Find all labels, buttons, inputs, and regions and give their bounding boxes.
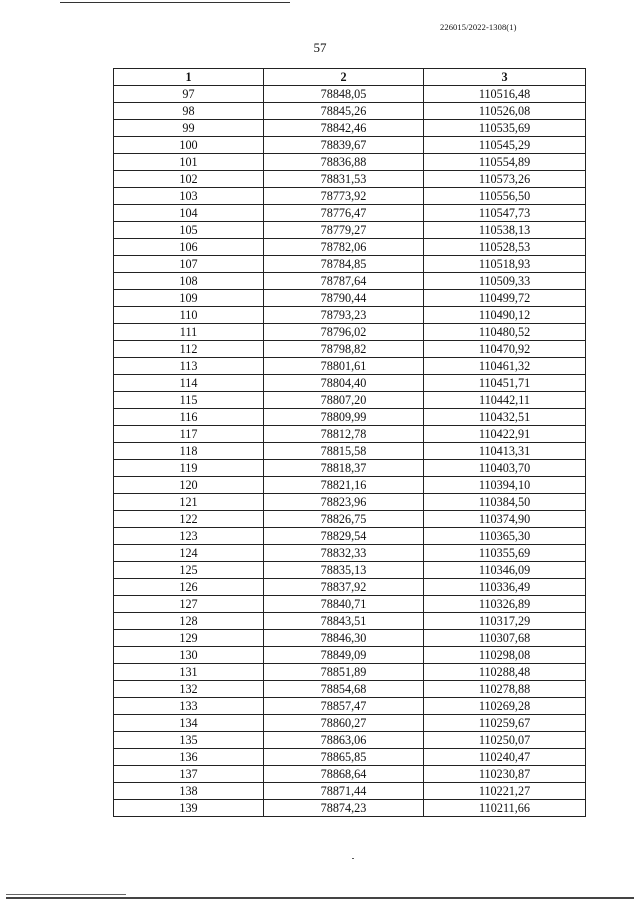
x-coordinate-cell: 78829,54 [264,528,424,545]
x-coordinate-cell: 78779,27 [264,222,424,239]
table-row [114,783,586,800]
point-number-cell: 116 [114,409,264,426]
document-id: 226015/2022-1308(1) [440,22,517,32]
table-row [114,222,586,239]
y-coordinate-cell: 110403,70 [424,460,586,477]
table-row [114,443,586,460]
y-coordinate-cell: 110470,92 [424,341,586,358]
table-row [114,358,586,375]
y-coordinate-cell: 110573,26 [424,171,586,188]
table-row [114,613,586,630]
point-number-cell: 98 [114,103,264,120]
y-coordinate-cell: 110269,28 [424,698,586,715]
y-coordinate-cell: 110346,09 [424,562,586,579]
point-number-cell: 97 [114,86,264,103]
point-number-cell: 128 [114,613,264,630]
point-number-cell: 136 [114,749,264,766]
table-row [114,732,586,749]
y-coordinate-cell: 110230,87 [424,766,586,783]
x-coordinate-cell: 78812,78 [264,426,424,443]
x-coordinate-cell: 78868,64 [264,766,424,783]
y-coordinate-cell: 110336,49 [424,579,586,596]
y-coordinate-cell: 110547,73 [424,205,586,222]
point-number-cell: 123 [114,528,264,545]
y-coordinate-cell: 110526,08 [424,103,586,120]
x-coordinate-cell: 78837,92 [264,579,424,596]
point-number-cell: 118 [114,443,264,460]
table-row [114,579,586,596]
table-row [114,409,586,426]
point-number-cell: 129 [114,630,264,647]
y-coordinate-cell: 110422,91 [424,426,586,443]
table-row [114,426,586,443]
point-number-cell: 107 [114,256,264,273]
x-coordinate-cell: 78849,09 [264,647,424,664]
x-coordinate-cell: 78871,44 [264,783,424,800]
x-coordinate-cell: 78832,33 [264,545,424,562]
table-row [114,562,586,579]
y-coordinate-cell: 110221,27 [424,783,586,800]
point-number-cell: 127 [114,596,264,613]
point-number-cell: 114 [114,375,264,392]
x-coordinate-cell: 78857,47 [264,698,424,715]
bottom-rule [6,897,634,899]
x-coordinate-cell: 78846,30 [264,630,424,647]
table-row [114,681,586,698]
y-coordinate-cell: 110442,11 [424,392,586,409]
x-coordinate-cell: 78796,02 [264,324,424,341]
y-coordinate-cell: 110259,67 [424,715,586,732]
x-coordinate-cell: 78851,89 [264,664,424,681]
y-coordinate-cell: 110365,30 [424,528,586,545]
table-row [114,630,586,647]
y-coordinate-cell: 110278,88 [424,681,586,698]
y-coordinate-cell: 110432,51 [424,409,586,426]
y-coordinate-cell: 110384,50 [424,494,586,511]
point-number-cell: 124 [114,545,264,562]
table-body [114,86,586,817]
x-coordinate-cell: 78835,13 [264,562,424,579]
x-coordinate-cell: 78804,40 [264,375,424,392]
top-rule [60,2,290,3]
point-number-cell: 115 [114,392,264,409]
table-row [114,171,586,188]
table-row [114,103,586,120]
point-number-cell: 103 [114,188,264,205]
table-row [114,341,586,358]
x-coordinate-cell: 78776,47 [264,205,424,222]
x-coordinate-cell: 78848,05 [264,86,424,103]
x-coordinate-cell: 78826,75 [264,511,424,528]
point-number-cell: 131 [114,664,264,681]
point-number-cell: 106 [114,239,264,256]
table-row [114,511,586,528]
y-coordinate-cell: 110538,13 [424,222,586,239]
table-row [114,749,586,766]
point-number-cell: 132 [114,681,264,698]
point-number-cell: 113 [114,358,264,375]
y-coordinate-cell: 110480,52 [424,324,586,341]
y-coordinate-cell: 110490,12 [424,307,586,324]
y-coordinate-cell: 110307,68 [424,630,586,647]
point-number-cell: 99 [114,120,264,137]
table-row [114,256,586,273]
point-number-cell: 133 [114,698,264,715]
x-coordinate-cell: 78831,53 [264,171,424,188]
x-coordinate-cell: 78793,23 [264,307,424,324]
point-number-cell: 110 [114,307,264,324]
y-coordinate-cell: 110355,69 [424,545,586,562]
point-number-cell: 139 [114,800,264,817]
table-row [114,800,586,817]
y-coordinate-cell: 110451,71 [424,375,586,392]
y-coordinate-cell: 110516,48 [424,86,586,103]
table-row [114,664,586,681]
y-coordinate-cell: 110317,29 [424,613,586,630]
y-coordinate-cell: 110518,93 [424,256,586,273]
point-number-cell: 134 [114,715,264,732]
x-coordinate-cell: 78839,67 [264,137,424,154]
x-coordinate-cell: 78843,51 [264,613,424,630]
table-row [114,647,586,664]
y-coordinate-cell: 110499,72 [424,290,586,307]
point-number-cell: 111 [114,324,264,341]
point-number-cell: 125 [114,562,264,579]
x-coordinate-cell: 78784,85 [264,256,424,273]
y-coordinate-cell: 110556,50 [424,188,586,205]
column-header-1: 1 [114,69,264,86]
page-number: 57 [313,40,327,55]
y-coordinate-cell: 110554,89 [424,154,586,171]
point-number-cell: 120 [114,477,264,494]
x-coordinate-cell: 78845,26 [264,103,424,120]
point-number-cell: 102 [114,171,264,188]
point-number-cell: 108 [114,273,264,290]
table-row [114,375,586,392]
table-row [114,477,586,494]
x-coordinate-cell: 78809,99 [264,409,424,426]
y-coordinate-cell: 110374,90 [424,511,586,528]
x-coordinate-cell: 78842,46 [264,120,424,137]
column-header-3: 3 [424,69,586,86]
point-number-cell: 122 [114,511,264,528]
y-coordinate-cell: 110535,69 [424,120,586,137]
table-row [114,392,586,409]
x-coordinate-cell: 78798,82 [264,341,424,358]
table-row [114,239,586,256]
point-number-cell: 112 [114,341,264,358]
table-header-row [114,69,586,86]
x-coordinate-cell: 78865,85 [264,749,424,766]
x-coordinate-cell: 78807,20 [264,392,424,409]
point-number-cell: 126 [114,579,264,596]
x-coordinate-cell: 78840,71 [264,596,424,613]
point-number-cell: 137 [114,766,264,783]
point-number-cell: 135 [114,732,264,749]
y-coordinate-cell: 110509,33 [424,273,586,290]
x-coordinate-cell: 78801,61 [264,358,424,375]
x-coordinate-cell: 78818,37 [264,460,424,477]
y-coordinate-cell: 110394,10 [424,477,586,494]
table-row [114,545,586,562]
y-coordinate-cell: 110413,31 [424,443,586,460]
x-coordinate-cell: 78863,06 [264,732,424,749]
y-coordinate-cell: 110528,53 [424,239,586,256]
table-row [114,188,586,205]
x-coordinate-cell: 78815,58 [264,443,424,460]
point-number-cell: 117 [114,426,264,443]
table-row [114,290,586,307]
y-coordinate-cell: 110250,07 [424,732,586,749]
table-row [114,120,586,137]
point-number-cell: 121 [114,494,264,511]
y-coordinate-cell: 110240,47 [424,749,586,766]
point-number-cell: 100 [114,137,264,154]
x-coordinate-cell: 78823,96 [264,494,424,511]
x-coordinate-cell: 78874,23 [264,800,424,817]
table-row [114,596,586,613]
x-coordinate-cell: 78787,64 [264,273,424,290]
point-number-cell: 130 [114,647,264,664]
table-row [114,494,586,511]
table-row [114,715,586,732]
y-coordinate-cell: 110461,32 [424,358,586,375]
y-coordinate-cell: 110288,48 [424,664,586,681]
table-row [114,766,586,783]
column-header-2: 2 [264,69,424,86]
x-coordinate-cell: 78860,27 [264,715,424,732]
point-number-cell: 119 [114,460,264,477]
table-row [114,460,586,477]
table-row [114,698,586,715]
point-number-cell: 138 [114,783,264,800]
table-row [114,324,586,341]
x-coordinate-cell: 78790,44 [264,290,424,307]
table-row [114,137,586,154]
y-coordinate-cell: 110545,29 [424,137,586,154]
bottom-rule-short [6,894,126,895]
table-row [114,205,586,222]
point-number-cell: 105 [114,222,264,239]
coordinates-table [113,68,586,817]
table-row [114,307,586,324]
table-row [114,86,586,103]
x-coordinate-cell: 78854,68 [264,681,424,698]
point-number-cell: 104 [114,205,264,222]
y-coordinate-cell: 110326,89 [424,596,586,613]
x-coordinate-cell: 78773,92 [264,188,424,205]
y-coordinate-cell: 110211,66 [424,800,586,817]
y-coordinate-cell: 110298,08 [424,647,586,664]
table-row [114,273,586,290]
table-row [114,528,586,545]
x-coordinate-cell: 78821,16 [264,477,424,494]
point-number-cell: 109 [114,290,264,307]
x-coordinate-cell: 78836,88 [264,154,424,171]
table-row [114,154,586,171]
scan-speck [352,858,354,859]
point-number-cell: 101 [114,154,264,171]
x-coordinate-cell: 78782,06 [264,239,424,256]
